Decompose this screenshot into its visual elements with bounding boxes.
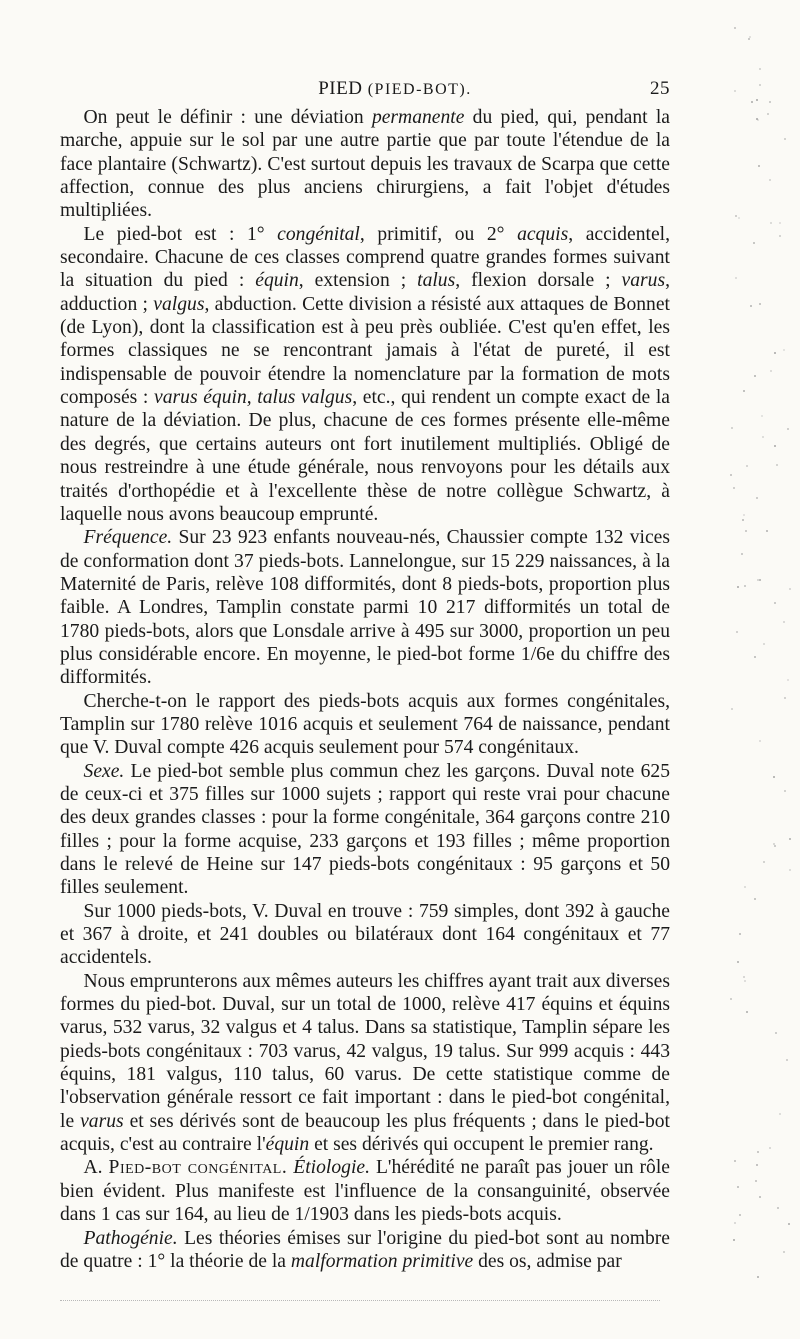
speck (789, 869, 791, 871)
speck (734, 27, 736, 29)
speck (767, 113, 769, 115)
speck (741, 553, 743, 555)
speck (769, 1147, 771, 1149)
speck (746, 1011, 748, 1013)
speck (759, 1196, 761, 1198)
speck (735, 277, 737, 279)
speck (758, 165, 760, 167)
speck (763, 643, 765, 645)
speck (756, 99, 758, 101)
margin-specks (730, 0, 800, 1339)
speck (779, 1113, 781, 1115)
speck (776, 464, 778, 466)
text-run: et ses dérivés qui occupent le premier rang. (309, 1134, 654, 1156)
speck (774, 602, 776, 604)
speck (769, 179, 771, 181)
speck (733, 487, 735, 489)
text-run: , flexion dorsale ; (455, 270, 622, 292)
speck (786, 1059, 788, 1061)
text-run: , primitif, ou 2° (359, 223, 518, 245)
speck (756, 497, 758, 499)
paragraph (60, 690, 670, 760)
text-run: Sur 1000 pieds-bots, V. Duval en trouve : 759 simples, dont 392 à gauche et 367 à droite, et 241 doubles ou bilatéraux dont 164 congénitaux et 77 accidentels. (60, 900, 670, 969)
italic-text: permanente (371, 107, 465, 128)
speck (750, 305, 752, 307)
speck (738, 217, 740, 219)
text-run: des os, admise par (473, 1250, 622, 1272)
text-run: , etc., qui rendent un compte exact de la nature de la déviation. De plus, chacune de ces formes présente elle-même des degrés, que certains auteurs ont fort inutilement multipliés. Obligé de nous restreindre à une étude générale, nous renvoyons pour les détails aux traités d'orthopédie et à l'excellente thèse de notre collègue Schwartz, à laquelle nous avons beaucoup emprunté. (60, 387, 671, 525)
text-run: et ses dérivés sont de beaucoup les plus fréquents ; dans le pied-bot acquis, c'est au contraire l' (60, 1110, 670, 1156)
speck (757, 1276, 759, 1278)
speck (745, 530, 747, 532)
small-caps-text: Pied-bot congénital. (108, 1157, 288, 1179)
paragraph (60, 900, 670, 970)
italic-text: équin (265, 1134, 310, 1156)
speck (783, 1251, 785, 1253)
text-run: Nous emprunterons aux mêmes auteurs les chiffres ayant trait aux diverses formes du pied-bot. Duval, sur un total de 1000, relève 417 équins et équins varus, 532 varus, 32 valgus et 4 talus. Dans sa statistique, Tamplin sépare les pieds-bots congénitaux : 703 varus, 42 valgus, 19 talus. Sur 999 acquis : 443 équins, 181 valgus, 110 talus, 60 varus. De cette statistique comme de l'observation générale ressort ce fait important : dans le pied-bot congénital, le (60, 970, 670, 1132)
text-run: , abduction. Cette division a résisté aux attaques de Bonnet (de Lyon), dont la classification est à peu près oubliée. C'est qu'en effet, les formes classiques ne se rencontrant jamais à l'état de pureté, il est indispensable de pouvoir étendre la nomenclature par la formation de mots composés : (60, 293, 670, 409)
speck (788, 1223, 790, 1225)
speck (784, 697, 786, 699)
speck (759, 740, 761, 742)
italic-text: valgus (153, 293, 205, 315)
speck (743, 976, 745, 978)
speck (744, 886, 746, 888)
italic-text: acquis (517, 223, 569, 245)
speck (733, 1239, 735, 1241)
speck (773, 776, 775, 778)
speck (753, 242, 755, 244)
paragraph (60, 526, 670, 689)
italic-text: varus (621, 270, 666, 292)
paragraph (60, 970, 670, 1157)
speck (736, 631, 738, 633)
italic-text: malformation primitive (290, 1250, 474, 1272)
speck (755, 1180, 757, 1182)
speck (739, 933, 741, 935)
speck (734, 90, 736, 92)
italic-text: équin (255, 270, 299, 292)
speck (759, 303, 761, 305)
speck (749, 36, 751, 38)
running-title (100, 78, 650, 100)
paragraph (60, 106, 670, 223)
text-run: Les théories émises sur l'origine du pied-bot sont au nombre de quatre : 1° la théorie de la (60, 1227, 670, 1272)
speck (769, 101, 771, 103)
speck (731, 427, 733, 429)
speck (751, 101, 753, 103)
text-run: On peut le définir : une déviation (83, 107, 372, 128)
speck (787, 679, 789, 681)
text-run: , adduction ; (60, 270, 670, 315)
speck (777, 1207, 779, 1209)
italic-text: talus (417, 270, 456, 292)
speck (748, 38, 750, 40)
text-run: L'hérédité ne paraît pas jouer un rôle bien évident. Plus manifeste est l'influence de la consanguinité, observée dans 1 cas sur 164, au lieu de 1/1903 dans les pieds-bots acquis. (60, 1157, 670, 1226)
speck (761, 415, 763, 417)
speck (759, 84, 761, 86)
speck (756, 1164, 758, 1166)
body-text (60, 106, 670, 1273)
speck (773, 843, 775, 845)
speck (737, 586, 739, 588)
paragraph (60, 1227, 670, 1274)
speck (774, 352, 776, 354)
speck (744, 585, 746, 587)
speck (744, 980, 746, 982)
speck (784, 138, 786, 140)
text-run: , extension ; (298, 270, 418, 292)
italic-text: congénital (277, 223, 360, 245)
speck (774, 445, 776, 447)
speck (746, 465, 748, 467)
speck (756, 118, 758, 120)
speck (737, 1186, 739, 1188)
speck (766, 530, 768, 532)
speck (739, 1214, 741, 1216)
paragraph (60, 760, 670, 900)
italic-text: varus (80, 1110, 124, 1132)
speck (770, 370, 772, 372)
speck (742, 519, 744, 521)
speck (731, 708, 733, 710)
speck (762, 436, 764, 438)
text-run: , accidentel, secondaire. Chacune de ces classes comprend quatre grandes formes suivant la situation du pied : (60, 223, 670, 292)
speck (734, 1222, 736, 1224)
text-run: Sur 23 923 enfants nouveau-nés, Chaussier compte 132 vices de conformation dont 37 pieds-bots. Lannelongue, sur 15 229 naissances, à la Maternité de Paris, relève 108 difformités, dont 8 pieds-bots, proportion plus faible. A Londres, Tamplin constate parmi 10 217 difformités un total de 1780 pieds-bots, alors que Lonsdale arrive à 495 sur 3000, proportion un peu plus considérable encore. En moyenne, le pied-bot forme 1/6e du chiffre des difformités. (60, 527, 670, 689)
speck (783, 349, 785, 351)
speck (763, 861, 765, 863)
speck (735, 215, 737, 217)
speck (743, 390, 745, 392)
speck (757, 1151, 759, 1153)
speck (770, 222, 772, 224)
running-title-sub: (PIED-BOT). (367, 81, 472, 98)
text-run: Le pied-bot semble plus commun chez les garçons. Duval note 625 de ceux-ci et 375 filles sur 1000 sujets ; rapport qui reste vrai pour chacune des deux grandes classes : pour la forme congénitale, 364 garçons contre 210 filles ; pour la forme acquise, 233 garçons et 193 filles ; même proportion dans le relevé de Heine sur 147 pieds-bots congénitaux : 95 garçons et 50 filles seulement. (60, 760, 670, 899)
bottom-specks (60, 1300, 660, 1307)
running-title-main: PIED (318, 78, 363, 99)
italic-text: Fréquence. (83, 527, 173, 549)
speck (779, 235, 781, 237)
speck (754, 375, 756, 377)
speck (734, 1160, 736, 1162)
speck (775, 1032, 777, 1034)
speck (789, 838, 791, 840)
speck (730, 998, 732, 1000)
speck (789, 588, 791, 590)
speck (774, 845, 776, 847)
italic-text: Sexe. (83, 760, 125, 782)
text-run: du pied, qui, pendant la marche, appuie sur le sol par une autre partie que par toute l'étendue de la face plantaire (Schwartz). C'est surtout depuis les travaux de Scarpa que cette affection, connue des plus anciens chirurgiens, a fait l'objet d'études multipliées. (60, 107, 670, 222)
paragraph (60, 223, 670, 526)
page-number: 25 (650, 78, 670, 99)
speck (737, 961, 739, 963)
speck (730, 474, 732, 476)
speck (754, 656, 756, 658)
speck (759, 68, 761, 70)
italic-text: Étiologie. (293, 1157, 370, 1179)
speck (783, 621, 785, 623)
italic-text: Pathogénie. (83, 1227, 178, 1249)
text-run: A. (83, 1157, 109, 1179)
speck (754, 898, 756, 900)
italic-text: varus équin, talus valgus (154, 387, 353, 409)
speck (779, 222, 781, 224)
speck (759, 579, 761, 581)
paragraph (60, 1156, 670, 1226)
speck (757, 579, 759, 581)
text-run: Cherche-t-on le rapport des pieds-bots acquis aux formes congénitales, Tamplin sur 1780 relève 1016 acquis et seulement 764 de naissance, pendant que V. Duval compte 426 acquis seulement pour 574 congénitaux. (60, 690, 670, 759)
speck (787, 428, 789, 430)
speck (743, 514, 745, 516)
running-header (60, 78, 670, 100)
speck (784, 790, 786, 792)
text-run: Le pied-bot est : 1° (83, 223, 278, 245)
